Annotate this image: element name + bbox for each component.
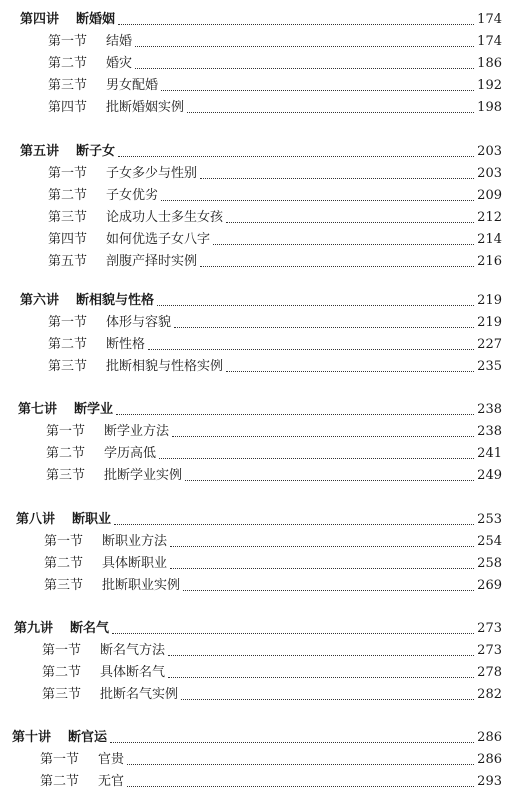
section-title: 具体断职业 xyxy=(102,556,168,571)
chapter-number: 第十讲 xyxy=(12,730,52,745)
chapter-entry[interactable] xyxy=(20,10,502,30)
page-number: 214 xyxy=(477,232,502,247)
section-entry[interactable] xyxy=(48,164,502,184)
dot-leader xyxy=(127,764,474,765)
dot-leader xyxy=(148,349,474,350)
dot-leader xyxy=(159,458,474,459)
section-title: 批断职业实例 xyxy=(102,578,181,593)
section-title: 批断婚姻实例 xyxy=(106,100,185,115)
section-title: 婚灾 xyxy=(106,56,133,71)
section-entry[interactable] xyxy=(44,554,502,574)
page-number: 192 xyxy=(477,78,502,93)
section-entry[interactable] xyxy=(48,208,502,228)
dot-leader xyxy=(172,436,474,437)
page-number: 286 xyxy=(477,730,502,745)
page-number: 278 xyxy=(477,665,502,680)
dot-leader xyxy=(185,480,474,481)
page-number: 241 xyxy=(477,446,502,461)
section-entry[interactable] xyxy=(48,230,502,250)
section-entry[interactable] xyxy=(42,641,502,661)
page-number: 258 xyxy=(477,556,502,571)
chapter-title: 断名气 xyxy=(70,621,110,636)
dot-leader xyxy=(157,305,474,306)
section-title: 子女优劣 xyxy=(106,188,159,203)
chapter-entry[interactable] xyxy=(16,510,502,530)
dot-leader xyxy=(181,699,474,700)
chapter-entry[interactable] xyxy=(20,142,502,162)
chapter-number: 第七讲 xyxy=(18,402,58,417)
section-title: 无官 xyxy=(98,774,125,789)
page-number: 282 xyxy=(477,687,502,702)
dot-leader xyxy=(118,156,474,157)
dot-leader xyxy=(112,633,474,634)
section-title: 如何优选子女八字 xyxy=(106,232,211,247)
section-title: 体形与容貌 xyxy=(106,315,172,330)
section-number: 第五节 xyxy=(48,254,88,269)
section-entry[interactable] xyxy=(48,335,502,355)
page-number: 269 xyxy=(477,578,502,593)
chapter-number: 第四讲 xyxy=(20,12,60,27)
section-entry[interactable] xyxy=(46,466,502,486)
section-entry[interactable] xyxy=(48,252,502,272)
dot-leader xyxy=(200,266,474,267)
dot-leader xyxy=(118,24,474,25)
section-number: 第三节 xyxy=(48,359,88,374)
dot-leader xyxy=(200,178,474,179)
chapter-number: 第五讲 xyxy=(20,144,60,159)
chapter-title: 断婚姻 xyxy=(76,12,116,27)
section-number: 第一节 xyxy=(48,166,88,181)
section-entry[interactable] xyxy=(40,750,502,770)
dot-leader xyxy=(226,371,474,372)
chapter-number: 第九讲 xyxy=(14,621,54,636)
page-number: 273 xyxy=(477,643,502,658)
section-number: 第三节 xyxy=(44,578,84,593)
dot-leader xyxy=(127,786,474,787)
chapter-entry[interactable] xyxy=(14,619,502,639)
dot-leader xyxy=(213,244,474,245)
section-entry[interactable] xyxy=(44,532,502,552)
dot-leader xyxy=(168,655,474,656)
section-number: 第二节 xyxy=(48,188,88,203)
page-number: 203 xyxy=(477,166,502,181)
section-number: 第二节 xyxy=(40,774,80,789)
section-title: 批断名气实例 xyxy=(100,687,179,702)
page-number: 219 xyxy=(477,315,502,330)
section-number: 第一节 xyxy=(48,315,88,330)
chapter-number: 第六讲 xyxy=(20,293,60,308)
section-number: 第四节 xyxy=(48,232,88,247)
dot-leader xyxy=(161,90,474,91)
section-number: 第三节 xyxy=(46,468,86,483)
section-number: 第一节 xyxy=(48,34,88,49)
section-title: 官贵 xyxy=(98,752,125,767)
page-number: 238 xyxy=(477,402,502,417)
section-title: 具体断名气 xyxy=(100,665,166,680)
page-number: 219 xyxy=(477,293,502,308)
dot-leader xyxy=(168,677,474,678)
dot-leader xyxy=(135,68,474,69)
section-entry[interactable] xyxy=(46,422,502,442)
page-number: 253 xyxy=(477,512,502,527)
dot-leader xyxy=(170,546,474,547)
section-entry[interactable] xyxy=(48,54,502,74)
dot-leader xyxy=(226,222,474,223)
page-number: 216 xyxy=(477,254,502,269)
chapter-title: 断相貌与性格 xyxy=(76,293,155,308)
section-number: 第一节 xyxy=(44,534,84,549)
dot-leader xyxy=(135,46,474,47)
section-number: 第一节 xyxy=(42,643,82,658)
section-number: 第二节 xyxy=(44,556,84,571)
section-number: 第一节 xyxy=(40,752,80,767)
section-title: 批断学业实例 xyxy=(104,468,183,483)
chapter-entry[interactable] xyxy=(18,400,502,420)
section-number: 第二节 xyxy=(48,337,88,352)
section-entry[interactable] xyxy=(48,186,502,206)
section-number: 第三节 xyxy=(48,210,88,225)
section-number: 第三节 xyxy=(42,687,82,702)
chapter-entry[interactable] xyxy=(20,291,502,311)
section-entry[interactable] xyxy=(42,685,502,705)
section-title: 断职业方法 xyxy=(102,534,168,549)
section-title: 断性格 xyxy=(106,337,146,352)
section-entry[interactable] xyxy=(48,313,502,333)
section-number: 第四节 xyxy=(48,100,88,115)
section-entry[interactable] xyxy=(48,98,502,118)
chapter-title: 断子女 xyxy=(76,144,116,159)
section-number: 第二节 xyxy=(42,665,82,680)
page-number: 235 xyxy=(477,359,502,374)
section-title: 结婚 xyxy=(106,34,133,49)
page-number: 254 xyxy=(477,534,502,549)
section-title: 男女配婚 xyxy=(106,78,159,93)
section-title: 子女多少与性别 xyxy=(106,166,198,181)
section-entry[interactable] xyxy=(40,772,502,792)
page-number: 273 xyxy=(477,621,502,636)
section-title: 学历高低 xyxy=(104,446,157,461)
page-number: 227 xyxy=(477,337,502,352)
section-entry[interactable] xyxy=(46,444,502,464)
dot-leader xyxy=(161,200,474,201)
section-entry[interactable] xyxy=(48,357,502,377)
chapter-entry[interactable] xyxy=(12,728,502,748)
section-number: 第二节 xyxy=(46,446,86,461)
section-entry[interactable] xyxy=(42,663,502,683)
dot-leader xyxy=(187,112,474,113)
section-number: 第二节 xyxy=(48,56,88,71)
page-number: 209 xyxy=(477,188,502,203)
dot-leader xyxy=(110,742,474,743)
section-title: 批断相貌与性格实例 xyxy=(106,359,224,374)
dot-leader xyxy=(114,524,474,525)
page-number: 212 xyxy=(477,210,502,225)
section-number: 第一节 xyxy=(46,424,86,439)
chapter-title: 断学业 xyxy=(74,402,114,417)
dot-leader xyxy=(116,414,474,415)
page-number: 293 xyxy=(477,774,502,789)
dot-leader xyxy=(174,327,474,328)
page-number: 174 xyxy=(477,34,502,49)
dot-leader xyxy=(183,590,474,591)
chapter-title: 断官运 xyxy=(68,730,108,745)
page-number: 238 xyxy=(477,424,502,439)
page-number: 186 xyxy=(477,56,502,71)
section-entry[interactable] xyxy=(44,576,502,596)
chapter-title: 断职业 xyxy=(72,512,112,527)
page-number: 286 xyxy=(477,752,502,767)
dot-leader xyxy=(170,568,474,569)
section-title: 论成功人士多生女孩 xyxy=(106,210,224,225)
section-title: 断名气方法 xyxy=(100,643,166,658)
chapter-number: 第八讲 xyxy=(16,512,56,527)
page-number: 174 xyxy=(477,12,502,27)
page-number: 249 xyxy=(477,468,502,483)
section-title: 剖腹产择时实例 xyxy=(106,254,198,269)
page-number: 203 xyxy=(477,144,502,159)
section-entry[interactable] xyxy=(48,76,502,96)
section-number: 第三节 xyxy=(48,78,88,93)
section-entry[interactable] xyxy=(48,32,502,52)
page-number: 198 xyxy=(477,100,502,115)
section-title: 断学业方法 xyxy=(104,424,170,439)
